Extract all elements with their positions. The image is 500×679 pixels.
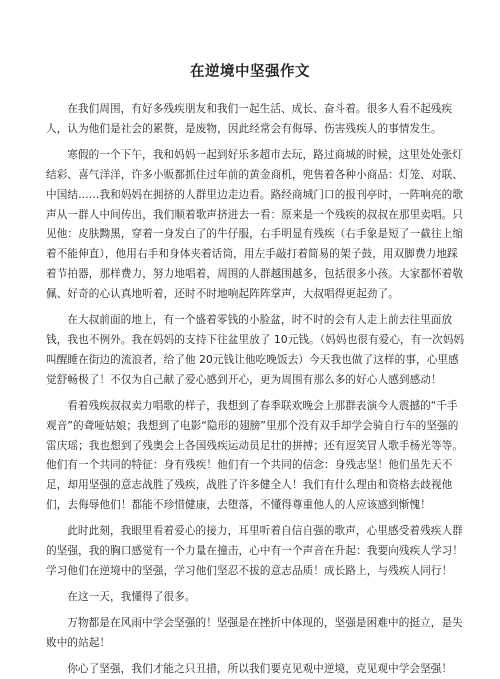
paragraph: 在我们周围，有好多残疾朋友和我们一起生活、成长、奋斗着。很多人看不起残疾人，认为他们是社会的累赘，是废物，因此经常会有侮辱、伤害残疾人的事情发生。 <box>46 103 453 135</box>
paragraph: 在大叔前面的地上，有一个盛着零钱的小脸盆，时不时的会有人走上前去往里面放钱，我也不例外。我在妈妈的支持下往盆里放了 10元钱。（妈妈也很有爱心，有一次妈妈叫醒睡在街边的流浪者，给了他 20元钱让他吃晚饭去）今天我也做了这样的事，心里感觉舒畅极了！不仅为自己献了爱心感到开心，更为周围有那么多的好心人感到感动！ <box>46 314 465 386</box>
paragraph: 看着残疾叔叔卖力唱歌的样子，我想到了春季联欢晚会上那群表演今人震撼的“千手观音”的聋哑姑娘；我想到了电影“隐形的翅膀”里那个没有双手却学会骑自行车的坚强的雷庆瑶；我也想到了残奥会上各国残疾运动员足壮的拼搏；还有逗笑冒人歌手杨光等等。他们有一个共同的特征：身有残疾！他们有一个共同的信念：身残志坚！他们虽先天不足，却用坚强的意志战胜了残疾，战胜了许多健全人！我们有什么理由和资格去歧视他们，去侮辱他们！都能不珍惜健康，去堕落，不懂得尊重他人的人应该感到惭愧！ <box>46 399 464 512</box>
paragraph: 寒假的一个下午，我和妈妈一起到好乐多超市去玩，路过商城的时候，这里处处张灯结彩、喜气洋洋，许多小贩都抓住过年前的黄金商机，兜售着各种小商品：灯笼、对联、中国结……我和妈妈在拥挤的人群里边走边看。路经商城门口的报刊亭时，一阵响亮的歌声从一群人中间传出，我们顺着歌声挤进去一看：原来是一个残疾的叔叔在那里卖唱。只见他：皮肤黝黑，穿着一身发白了的牛仔服，右手明显有残疾（右手象是短了一截往上缩着不能伸直），他用右手和身体夹着话筒，用左手敲打着简易的架子鼓，用双脚费力地踩着节拍器，那样费力，努力地唱着，周围的人群越围越多，包括很多小孩。大家都怀着敬佩、好奇的心认真地听着，还时不时地响起阵阵掌声，大叔唱得更起劲了。 <box>46 148 464 301</box>
document-body <box>46 100 466 679</box>
paragraph: 你心了坚强，我们才能之只丑措，所以我们要克见观中逆境，克见观中学会坚强！ <box>67 662 453 675</box>
paragraph: 万物都是在风雨中学会坚强的！坚强是在挫折中体现的，坚强是困难中的挺立，是失败中的站起！ <box>46 616 463 649</box>
paragraph: 在这一天，我懂得了很多。 <box>67 590 196 603</box>
paragraph: 此时此刻，我眼里看着爱心的接力，耳里听着自信自强的歌声，心里感受着残疾人群的坚强，我的胸口感觉有一个力量在撞击，心中有一个声音在升起：我要向残疾人学习！学习他们在逆境中的坚强，学习他们坚忍不拔的意志品质！成长路上，与残疾人同行！ <box>46 525 464 577</box>
document-title: 在逆境中坚强作文 <box>190 64 310 80</box>
